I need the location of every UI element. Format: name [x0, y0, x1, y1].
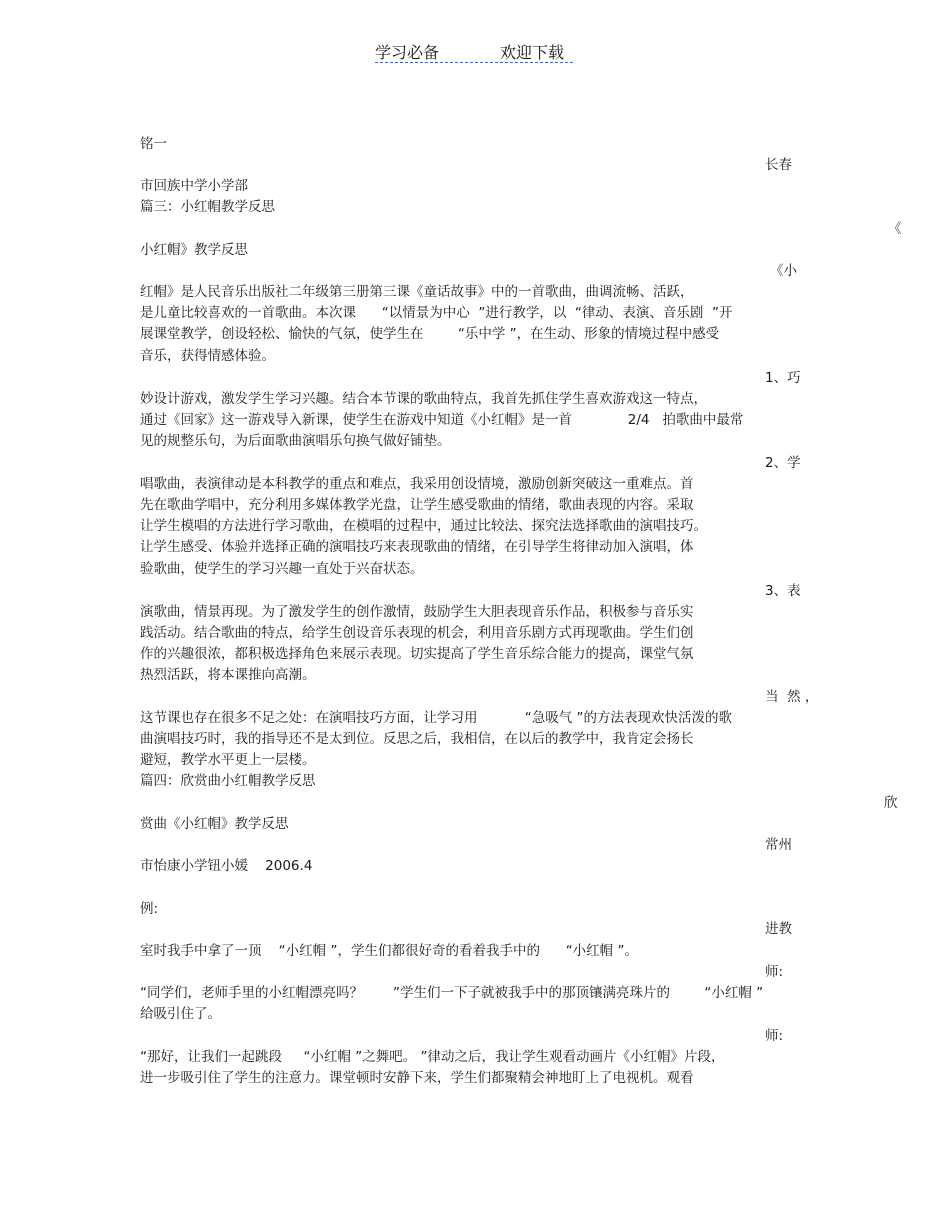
text-line: 师:	[765, 964, 784, 980]
text-line: 演歌曲，情景再现。为了激发学生的创作激情，鼓励学生大胆表现音乐作品，积极参与音乐实	[140, 604, 694, 620]
text-line: 进一步吸引住了学生的注意力。课堂顿时安静下来，学生们都聚精会神地盯上了电视机。观看	[140, 1070, 694, 1086]
text-line: 是儿童比较喜欢的一首歌曲。本次课 “以情景为中心 ”进行教学，以 “律动、表演、音乐剧 ”开	[140, 305, 733, 321]
text-line: 验歌曲，使学生的学习兴趣一直处于兴奋状态。	[140, 561, 424, 577]
text-line: 当 然 ，	[765, 689, 819, 705]
text-line: 市怡康小学钮小媛 2006.4	[140, 858, 313, 874]
text-line: 先在歌曲学唱中，充分利用多媒体教学光盘，让学生感受歌曲的情绪，歌曲表现的内容。采取	[140, 497, 694, 513]
text-line: 给吸引住了。	[140, 1006, 221, 1022]
text-line: “那好，让我们一起跳段 “小红帽 ”之舞吧。 ”律动之后，我让学生观看动画片《小红帽》片段，	[140, 1049, 725, 1065]
section-heading: 篇三：小红帽教学反思	[140, 199, 275, 215]
text-line: 唱歌曲，表演律动是本科教学的重点和难点，我采用创设情境，激励创新突破这一重难点。首	[140, 476, 694, 492]
text-line: 长春	[765, 157, 792, 173]
text-line: 小红帽》教学反思	[140, 242, 248, 258]
text-line: 师:	[765, 1028, 784, 1044]
text-line: 红帽》是人民音乐出版社二年级第三册第三课《童话故事》中的一首歌曲，曲调流畅、活跃，	[140, 284, 694, 300]
text-line: 市回族中学小学部	[140, 178, 248, 194]
header-left-text: 学习必备	[375, 43, 440, 62]
text-line: 热烈活跃，将本课推向高潮。	[140, 667, 316, 683]
text-line: “同学们，老师手里的小红帽漂亮吗？ ”学生们一下子就被我手中的那顶镶满亮珠片的 “小红帽 ”	[140, 985, 764, 1001]
text-line: 妙设计游戏，激发学生学习兴趣。结合本节课的歌曲特点，我首先抓住学生喜欢游戏这一特点，	[140, 391, 707, 407]
text-line: 展课堂教学，创设轻松、愉快的气氛，使学生在 “乐中学 ”，在生动、形象的情境过程中感受	[140, 326, 720, 342]
text-line: 音乐，获得情感体验。	[140, 348, 275, 364]
text-line: 见的规整乐句，为后面歌曲演唱乐句换气做好铺垫。	[140, 433, 451, 449]
text-line: 2、学	[765, 455, 801, 471]
text-line: 作的兴趣很浓，都积极选择角色来展示表现。切实提高了学生音乐综合能力的提高，课堂气氛	[140, 646, 694, 662]
text-line: 通过《回家》这一游戏导入新课，使学生在游戏中知道《小红帽》是一首 2/4 拍歌曲中最常	[140, 412, 744, 428]
text-line: 例:	[140, 901, 159, 917]
text-line: 让学生模唱的方法进行学习歌曲，在模唱的过程中，通过比较法、探究法选择歌曲的演唱技巧。	[140, 518, 707, 534]
page-header	[0, 40, 950, 70]
text-line: 让学生感受、体验并选择正确的演唱技巧来表现歌曲的情绪，在引导学生将律动加入演唱，体	[140, 539, 694, 555]
text-line: 1、巧	[765, 370, 801, 386]
text-line: 3、表	[765, 583, 801, 599]
text-line: 进教	[765, 921, 792, 937]
header-right-text: 欢迎下载	[500, 43, 565, 62]
header-dashed-rule	[375, 62, 573, 63]
text-line: 这节课也存在很多不足之处：在演唱技巧方面，让学习用 “急吸气 ”的方法表现欢快活泼的歌	[140, 710, 732, 726]
text-line: 曲演唱技巧时，我的指导还不是太到位。反思之后，我相信，在以后的教学中，我肯定会扬长	[140, 731, 694, 747]
text-line: 铭一	[140, 136, 167, 152]
text-line: 赏曲《小红帽》教学反思	[140, 816, 289, 832]
text-line: 避短，教学水平更上一层楼。	[140, 752, 316, 768]
text-line: 《小	[770, 263, 797, 279]
text-line: 践活动。结合歌曲的特点，给学生创设音乐表现的机会，利用音乐剧方式再现歌曲。学生们创	[140, 625, 694, 641]
section-heading: 篇四：欣赏曲小红帽教学反思	[140, 773, 316, 789]
text-line: 室时我手中拿了一顶 “小红帽 ”，学生们都很好奇的看着我手中的 “小红帽 ”。	[140, 943, 638, 959]
text-line: 常州	[765, 837, 792, 853]
text-line: 欣	[884, 795, 898, 811]
text-line: 《	[888, 221, 902, 237]
